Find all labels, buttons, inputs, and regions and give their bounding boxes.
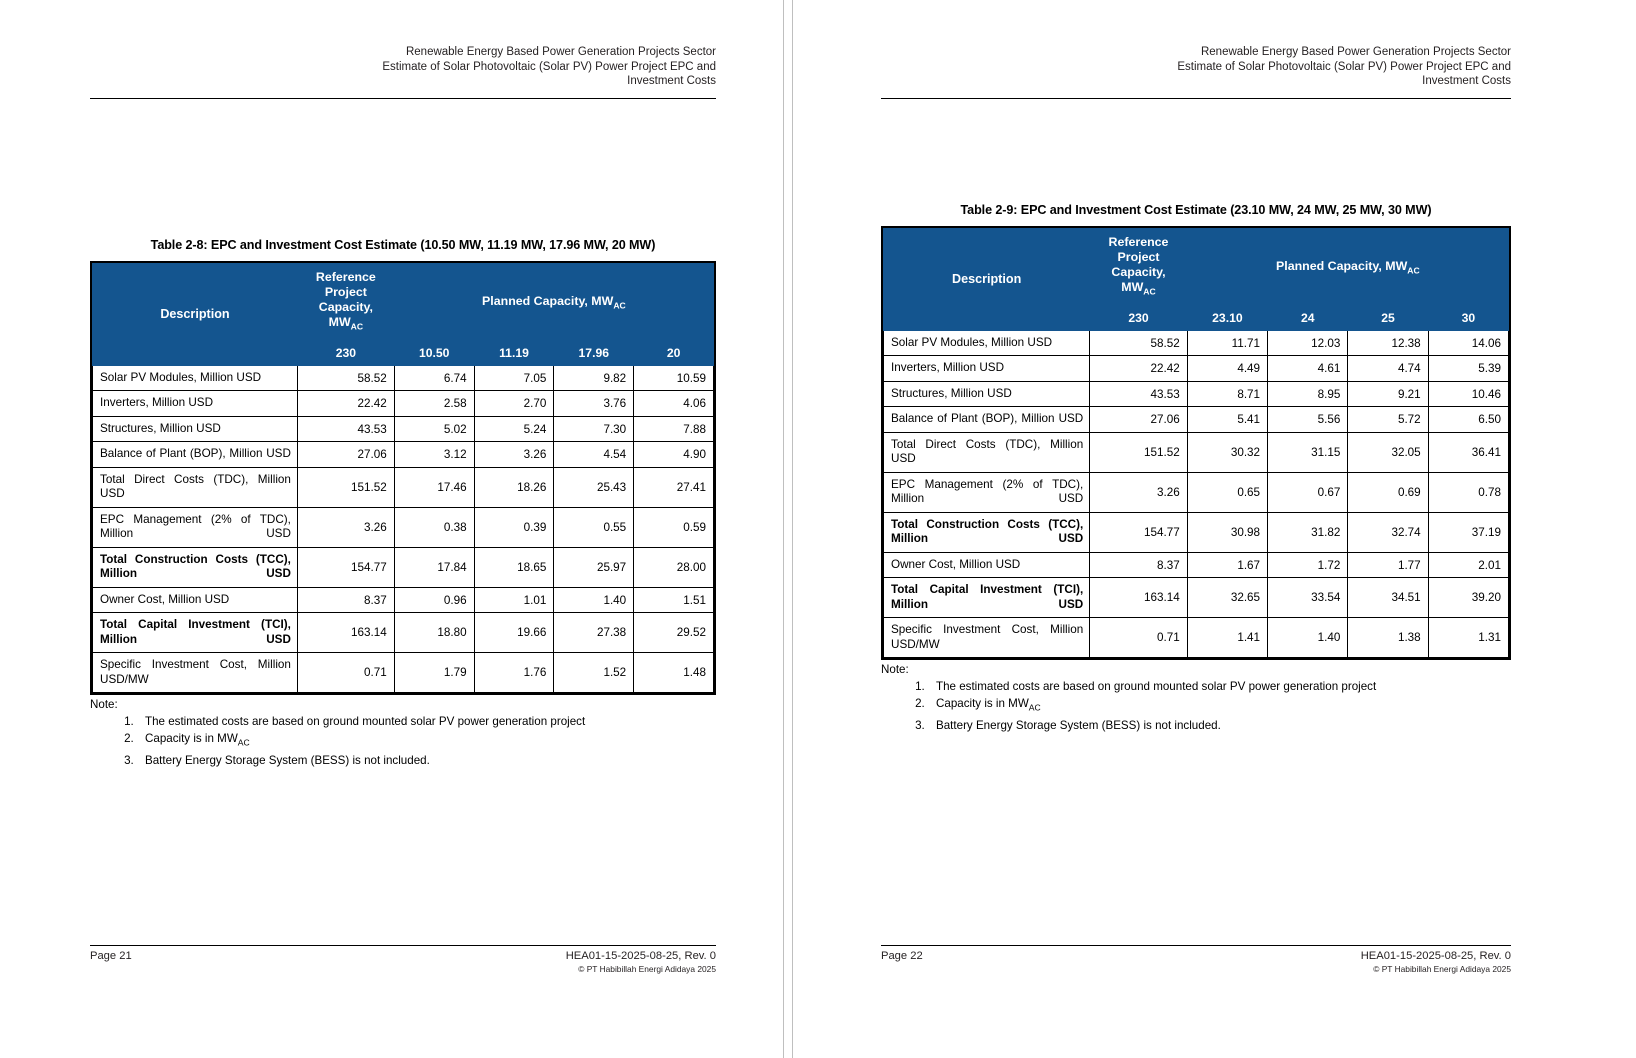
note-item-2-sub: AC: [237, 737, 250, 748]
row-label: Specific Investment Cost, Million USD/MW: [884, 618, 1090, 658]
row-label: Total Construction Costs (TCC), Million USD: [93, 547, 298, 587]
table-2-9-wrapper: [881, 226, 1511, 661]
cell-value: 22.42: [297, 391, 394, 417]
table-2-9-caption: Table 2-9: EPC and Investment Cost Estimate (23.10 MW, 24 MW, 25 MW, 30 MW): [960, 202, 1432, 217]
table-row: [93, 467, 714, 507]
cell-value: 8.37: [297, 587, 394, 613]
cell-value: 0.38: [394, 507, 474, 547]
copyright-text-22: © PT Habibillah Energi Adidaya: [1373, 964, 1491, 974]
table-2-9-head: [884, 228, 1509, 330]
column-header-3: 17.96: [554, 340, 634, 365]
header-planned-unit-sub: AC: [613, 299, 626, 310]
cell-value: 4.90: [634, 442, 714, 468]
cell-value: 11.71: [1187, 330, 1267, 356]
header-line-1: Renewable Energy Based Power Generation Projects Sector: [405, 46, 716, 58]
header-reference-unit-r: MW: [1121, 279, 1144, 294]
cell-value: 17.84: [394, 547, 474, 587]
cell-value: 154.77: [297, 547, 394, 587]
copyright-year-21: 2025: [697, 964, 716, 974]
copyright-year-22: 2025: [1492, 964, 1511, 974]
header-line-3-r: Investment Costs: [1422, 75, 1511, 87]
cell-value: 27.41: [634, 467, 714, 507]
row-label: Owner Cost, Million USD: [93, 587, 298, 613]
cell-value: 5.24: [474, 416, 554, 442]
cell-value: 33.54: [1268, 578, 1348, 618]
footer-row-21: [90, 946, 716, 976]
table-2-8: [92, 263, 714, 694]
cell-value: 18.80: [394, 613, 474, 653]
table-2-9-notes: [881, 662, 1511, 733]
table-row: [93, 365, 714, 391]
table-row: [884, 618, 1509, 658]
row-label: Solar PV Modules, Million USD: [884, 330, 1090, 356]
cell-value: 43.53: [1090, 381, 1188, 407]
table-2-9-body: [884, 330, 1509, 658]
cell-value: 8.71: [1187, 381, 1267, 407]
footer-inner-21: [0, 945, 783, 976]
cell-value: 1.48: [634, 653, 714, 693]
row-label: Inverters, Million USD: [884, 356, 1090, 382]
cell-value: 3.76: [554, 391, 634, 417]
cell-value: 22.42: [1090, 356, 1188, 382]
cell-value: 29.52: [634, 613, 714, 653]
cell-value: 12.38: [1348, 330, 1428, 356]
page-header-22: [881, 0, 1511, 89]
header-reference-capacity-text-r: Reference Project Capacity,: [1108, 234, 1169, 279]
column-header-2-r: 24: [1268, 305, 1348, 330]
cell-value: 31.15: [1268, 432, 1348, 472]
header-reference-capacity-r: [1090, 228, 1188, 305]
cell-value: 19.66: [474, 613, 554, 653]
column-header-1-r: 23.10: [1187, 305, 1267, 330]
cell-value: 0.67: [1268, 472, 1348, 512]
doc-code-21: HEA01-15-2025-08-25, Rev. 0: [565, 950, 716, 962]
cell-value: 5.02: [394, 416, 474, 442]
table-row: [884, 330, 1509, 356]
header-planned-capacity-text: Planned Capacity, MW: [482, 293, 614, 308]
page-separator: [783, 0, 793, 1058]
table-row: [884, 512, 1509, 552]
row-label: Total Capital Investment (TCI), Million USD: [93, 613, 298, 653]
row-label: Total Direct Costs (TDC), Million USD: [93, 467, 298, 507]
copyright-text-21: © PT Habibillah Energi Adidaya: [578, 964, 696, 974]
cell-value: 1.41: [1187, 618, 1267, 658]
row-label: Structures, Million USD: [93, 416, 298, 442]
cell-value: 10.59: [634, 365, 714, 391]
cell-value: 28.00: [634, 547, 714, 587]
cell-value: 58.52: [1090, 330, 1188, 356]
header-planned-capacity: [394, 263, 713, 340]
table-2-9: [883, 228, 1509, 659]
cell-value: 3.12: [394, 442, 474, 468]
table-2-8-body: [93, 365, 714, 693]
note-item-1-r: 1. The estimated costs are based on ground mounted solar PV power generation project: [928, 678, 1511, 695]
cell-value: 8.37: [1090, 552, 1188, 578]
cell-value: 7.05: [474, 365, 554, 391]
column-header-4-r: 30: [1428, 305, 1508, 330]
cell-value: 151.52: [1090, 432, 1188, 472]
cell-value: 25.97: [554, 547, 634, 587]
cell-value: 7.30: [554, 416, 634, 442]
cell-value: 32.65: [1187, 578, 1267, 618]
note-item-2-sub-r: AC: [1028, 702, 1041, 713]
cell-value: 9.21: [1348, 381, 1428, 407]
header-description: Description: [93, 263, 298, 365]
cell-value: 39.20: [1428, 578, 1508, 618]
page-number-22: Page 22: [881, 950, 923, 962]
cell-value: 14.06: [1428, 330, 1508, 356]
header-line-1-r: Renewable Energy Based Power Generation Projects Sector: [1200, 46, 1511, 58]
row-label: Specific Investment Cost, Million USD/MW: [93, 653, 298, 693]
cell-value: 32.05: [1348, 432, 1428, 472]
page-header: [90, 0, 716, 89]
row-label: Solar PV Modules, Million USD: [93, 365, 298, 391]
table-row: [93, 416, 714, 442]
notes-list-r: [881, 678, 1511, 733]
table-row: [93, 507, 714, 547]
note-item-2-text-r: Capacity is in MW: [936, 697, 1029, 711]
cell-value: 0.71: [1090, 618, 1188, 658]
cell-value: 4.49: [1187, 356, 1267, 382]
cell-value: 4.06: [634, 391, 714, 417]
page-number-21: Page 21: [90, 950, 132, 962]
header-reference-capacity: [297, 263, 394, 340]
cell-value: 0.59: [634, 507, 714, 547]
header-planned-capacity-r: [1187, 228, 1508, 305]
header-line-2-r: Estimate of Solar Photovoltaic (Solar PV) Power Project EPC and: [1177, 60, 1511, 73]
note-item-2-text: Capacity is in MW: [145, 732, 238, 746]
cell-value: 18.65: [474, 547, 554, 587]
cell-value: 34.51: [1348, 578, 1428, 618]
table-row: [884, 552, 1509, 578]
row-label: Total Capital Investment (TCI), Million USD: [884, 578, 1090, 618]
table-2-9-block: [881, 203, 1511, 734]
table-row: [884, 356, 1509, 382]
cell-value: 5.56: [1268, 407, 1348, 433]
header-planned-unit-sub-r: AC: [1407, 264, 1420, 275]
header-reference-unit-sub-r: AC: [1143, 285, 1156, 296]
cell-value: 0.69: [1348, 472, 1428, 512]
header-planned-capacity-text-r: Planned Capacity, MW: [1276, 258, 1408, 273]
footer-row-22: [881, 946, 1511, 976]
page-22: [793, 0, 1576, 1058]
cell-value: 1.01: [474, 587, 554, 613]
cell-value: 0.55: [554, 507, 634, 547]
column-header-230: 230: [297, 340, 394, 365]
note-item-3: 3. Battery Energy Storage System (BESS) is not included.: [137, 752, 716, 769]
cell-value: 154.77: [1090, 512, 1188, 552]
column-header-4: 20: [634, 340, 714, 365]
cell-value: 1.40: [554, 587, 634, 613]
row-label: Balance of Plant (BOP), Million USD: [884, 407, 1090, 433]
table-row: [884, 472, 1509, 512]
cell-value: 2.01: [1428, 552, 1508, 578]
header-description-r: Description: [884, 228, 1090, 330]
cell-value: 3.26: [297, 507, 394, 547]
cell-value: 6.74: [394, 365, 474, 391]
cell-value: 18.26: [474, 467, 554, 507]
cell-value: 36.41: [1428, 432, 1508, 472]
cell-value: 4.74: [1348, 356, 1428, 382]
table-row: [884, 381, 1509, 407]
cell-value: 0.96: [394, 587, 474, 613]
cell-value: 9.82: [554, 365, 634, 391]
footer-doc-info-22: [1361, 950, 1511, 976]
cell-value: 37.19: [1428, 512, 1508, 552]
table-row: [93, 613, 714, 653]
cell-value: 5.72: [1348, 407, 1428, 433]
doc-code-22: HEA01-15-2025-08-25, Rev. 0: [1360, 950, 1511, 962]
table-row: [93, 653, 714, 693]
cell-value: 2.70: [474, 391, 554, 417]
cell-value: 12.03: [1268, 330, 1348, 356]
table-row: [884, 432, 1509, 472]
row-label: Owner Cost, Million USD: [884, 552, 1090, 578]
header-line-3: Investment Costs: [627, 75, 716, 87]
notes-title: Note:: [90, 698, 118, 712]
cell-value: 25.43: [554, 467, 634, 507]
cell-value: 1.79: [394, 653, 474, 693]
cell-value: 0.71: [297, 653, 394, 693]
cell-value: 1.40: [1268, 618, 1348, 658]
row-label: Inverters, Million USD: [93, 391, 298, 417]
table-row: [93, 587, 714, 613]
cell-value: 151.52: [297, 467, 394, 507]
note-item-2-r: [928, 695, 1511, 716]
cell-value: 1.77: [1348, 552, 1428, 578]
cell-value: 0.65: [1187, 472, 1267, 512]
cell-value: 58.52: [297, 365, 394, 391]
header-reference-unit-sub: AC: [350, 320, 364, 331]
header-divider: [90, 98, 716, 99]
cell-value: 0.39: [474, 507, 554, 547]
page-footer-21: [0, 945, 783, 976]
header-divider-22: [881, 98, 1511, 99]
notes-title-r: Note:: [881, 663, 909, 677]
header-reference-capacity-text: Reference Project Capacity,: [315, 269, 376, 314]
table-2-8-block: [90, 238, 716, 769]
cell-value: 10.46: [1428, 381, 1508, 407]
notes-list: [90, 713, 716, 768]
cell-value: 31.82: [1268, 512, 1348, 552]
cell-value: 1.38: [1348, 618, 1428, 658]
table-row: [93, 547, 714, 587]
row-label: Total Construction Costs (TCC), Million USD: [884, 512, 1090, 552]
column-header-1: 10.50: [394, 340, 474, 365]
cell-value: 3.26: [474, 442, 554, 468]
cell-value: 1.72: [1268, 552, 1348, 578]
table-row: [93, 442, 714, 468]
cell-value: 27.06: [297, 442, 394, 468]
row-label: EPC Management (2% of TDC), Million USD: [93, 507, 298, 547]
cell-value: 30.98: [1187, 512, 1267, 552]
table-row: [884, 407, 1509, 433]
row-label: EPC Management (2% of TDC), Million USD: [884, 472, 1090, 512]
cell-value: 2.58: [394, 391, 474, 417]
cell-value: 3.26: [1090, 472, 1188, 512]
header-reference-unit: MW: [328, 314, 351, 329]
cell-value: 1.67: [1187, 552, 1267, 578]
table-row: [884, 578, 1509, 618]
note-item-2: [137, 730, 716, 751]
cell-value: 163.14: [1090, 578, 1188, 618]
row-label: Total Direct Costs (TDC), Million USD: [884, 432, 1090, 472]
cell-value: 0.78: [1428, 472, 1508, 512]
table-2-8-notes: [90, 697, 716, 768]
cell-value: 8.95: [1268, 381, 1348, 407]
cell-value: 27.06: [1090, 407, 1188, 433]
table-header-row-primary-r: [884, 228, 1509, 305]
cell-value: 1.31: [1428, 618, 1508, 658]
note-item-1: 1. The estimated costs are based on ground mounted solar PV power generation project: [137, 713, 716, 730]
cell-value: 1.76: [474, 653, 554, 693]
page-21: [0, 0, 783, 1058]
copyright-22: [1361, 963, 1511, 976]
column-header-230-r: 230: [1090, 305, 1188, 330]
cell-value: 1.51: [634, 587, 714, 613]
cell-value: 30.32: [1187, 432, 1267, 472]
header-line-2: Estimate of Solar Photovoltaic (Solar PV) Power Project EPC and: [382, 60, 716, 73]
table-2-8-wrapper: [90, 261, 716, 696]
table-2-8-caption: Table 2-8: EPC and Investment Cost Estimate (10.50 MW, 11.19 MW, 17.96 MW, 20 MW): [150, 237, 656, 252]
cell-value: 4.61: [1268, 356, 1348, 382]
cell-value: 163.14: [297, 613, 394, 653]
cell-value: 7.88: [634, 416, 714, 442]
cell-value: 6.50: [1428, 407, 1508, 433]
cell-value: 1.52: [554, 653, 634, 693]
footer-doc-info-21: [566, 950, 716, 976]
cell-value: 32.74: [1348, 512, 1428, 552]
cell-value: 43.53: [297, 416, 394, 442]
cell-value: 27.38: [554, 613, 634, 653]
note-item-3-r: 3. Battery Energy Storage System (BESS) is not included.: [928, 717, 1511, 734]
row-label: Structures, Million USD: [884, 381, 1090, 407]
table-header-row-primary: [93, 263, 714, 340]
table-row: [93, 391, 714, 417]
column-header-2: 11.19: [474, 340, 554, 365]
row-label: Balance of Plant (BOP), Million USD: [93, 442, 298, 468]
cell-value: 4.54: [554, 442, 634, 468]
page-footer-22: [793, 945, 1576, 976]
footer-inner-22: [793, 945, 1576, 976]
copyright-21: [566, 963, 716, 976]
column-header-3-r: 25: [1348, 305, 1428, 330]
cell-value: 5.39: [1428, 356, 1508, 382]
table-2-8-head: [93, 263, 714, 365]
cell-value: 5.41: [1187, 407, 1267, 433]
cell-value: 17.46: [394, 467, 474, 507]
